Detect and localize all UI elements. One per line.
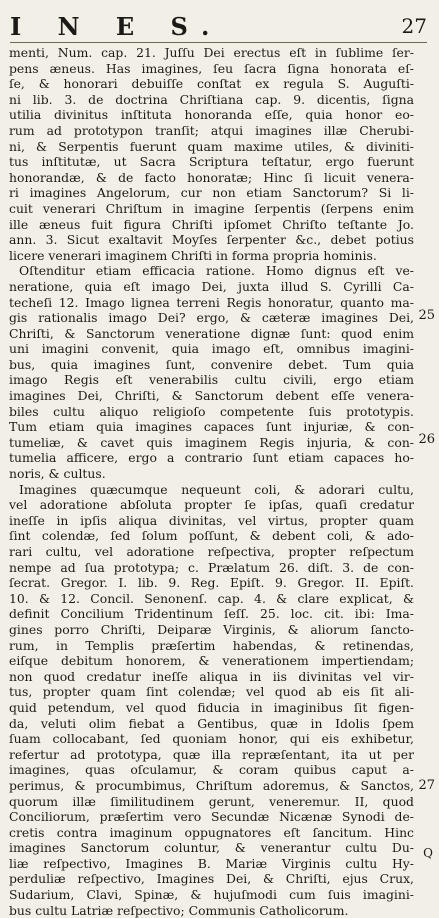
text-line: tumeliæ, & cavet quis imaginem Regis injuria, & con- — [9, 434, 414, 450]
text-line: gines porro Chriſti, Deiparæ Virginis, & aliorum ſancto- — [9, 621, 414, 637]
text-line: da, veluti olim fiebat a Gentibus, quæ in Idolis ſpem — [9, 715, 414, 731]
text-line: menti, Num. cap. 21. Juſſu Dei erectus eſt in ſublime ſer- — [9, 45, 414, 60]
text-line: ſecrat. Gregor. I. lib. 9. Reg. Epiſt. 9. Gregor. II. Epiſt. — [9, 575, 414, 591]
text-line: imagines Dei, Chriſti, & Sanctorum debent eſſe venera- — [9, 388, 414, 404]
text-line: Imagines quæcumque nequeunt coli, & adorari cultu, — [19, 481, 414, 497]
text-line: gis rationalis imago Dei? ergo, & cæteræ imagines Dei, — [9, 310, 414, 326]
text-line: honorandæ, & de facto honoratæ; Hinc ſi licuit venera- — [9, 169, 414, 185]
text-line: liæ reſpectivo, Imagines B. Mariæ Virginis cultu Hy- — [9, 855, 414, 871]
text-line: Tum etiam quia imagines capaces ſunt injuriæ, & con- — [9, 419, 414, 435]
text-line: ineſſe in ipſis aliqua divinitas, vel virtus, propter quam — [9, 512, 414, 528]
text-line: tus, propter quam ſint colendæ; vel quod ab eis ſit ali- — [9, 684, 414, 700]
text-line: imagines Sanctorum coluntur, & venerantur cultu Du- — [9, 840, 414, 856]
margin-number: 26 — [418, 432, 435, 447]
text-line: ſe, & honorari debuiſſe conſtat ex regula S. Auguſti- — [9, 76, 414, 92]
text-line: ſint colendæ, ſed ſolum poſſunt, & debent coli, & ado- — [9, 528, 414, 544]
text-line: techeſi 12. Imago lignea terreni Regis honoratur, quanto ma- — [9, 294, 414, 310]
paragraph — [9, 45, 414, 263]
text-line: rari cultu, vel adoratione reſpectiva, propter reſpectum — [9, 544, 414, 559]
paragraph — [9, 263, 414, 481]
text-line: ann. 3. Sicut exaltavit Moyſes ſerpenter &c., debet potius — [9, 232, 414, 248]
text-line: uni imagini convenit, quia imago eſt, omnibus imagini- — [9, 341, 414, 357]
margin-number: 25 — [418, 308, 435, 323]
text-line: biles cultu aliquo religioſo competente ſuis prototypis. — [9, 403, 414, 419]
text-line: eiſque debitum honorem, & venerationem impertiendam; — [9, 653, 414, 669]
text-line: nempe ad ſua prototypa; c. Prælatum 26. diſt. 3. de con- — [9, 559, 414, 575]
text-line: ſuam collocabant, ſed quoniam honor, qui eis exhibetur, — [9, 731, 414, 747]
text-line: non quod credatur ineſſe aliqua in iis divinitas vel vir- — [9, 668, 414, 684]
text-line: pens æneus. Has imagines, ſeu ſacra ſigna honorata eſ- — [9, 60, 414, 76]
margin-number: 27 — [418, 778, 435, 793]
text-line: imagines, quas oſculamur, & coram quibus caput a- — [9, 762, 414, 778]
page-header — [10, 12, 427, 43]
text-line: definit Concilium Tridentinum ſeſſ. 25. loc. cit. ibi: Ima- — [9, 606, 414, 622]
text-line: perduliæ reſpectivo, Imagines Dei, & Chriſti, ejus Crux, — [9, 871, 414, 887]
paragraph — [9, 482, 414, 918]
text-line: Conciliorum, præſertim vero Secundæ Nicænæ Synodi de- — [9, 809, 414, 825]
text-line: noris, & cultus. — [9, 466, 106, 482]
text-line: ni, & Serpentis fuerunt quam maxime utiles, & diviniti- — [9, 138, 414, 154]
text-line: Sudarium, Clavi, Spinæ, & hujuſmodi cum ſuis imagini- — [9, 887, 414, 903]
text-line: imago Regis eſt venerabilis cultu civili, ergo etiam — [9, 372, 414, 388]
text-line: perimus, & procumbimus, Chriſtum adoremus, & Sanctos, — [9, 777, 414, 793]
text-line: vel adoratione abſoluta propter ſe ipſas, quaſi credatur — [9, 497, 414, 513]
text-line: ni lib. 3. de doctrina Chriſtiana cap. 9. dicentis, ſigna — [9, 91, 414, 107]
text-line: tumelia afficere, ergo a contrario ſunt etiam capaces ho- — [9, 450, 414, 466]
text-line: Chriſti, & Sanctorum veneratione dignæ ſunt: quod enim — [9, 325, 414, 341]
running-head: I N E S. — [10, 12, 224, 41]
text-line: ille æneus fuit figura Chriſti ipſomet Chriſto teſtante Jo. — [9, 216, 414, 232]
text-line: refertur ad prototypa, quæ illa repræſentant, ita ut per — [9, 746, 414, 762]
page-body — [9, 45, 414, 918]
page-number: 27 — [401, 14, 427, 38]
text-line: rum ad prototypon tranſit; atqui imagines illæ Cherubi- — [9, 122, 414, 138]
text-line: neratione, quia eſt imago Dei, juxta illud S. Cyrilli Ca- — [9, 278, 414, 294]
text-line: utilia divinitus inſtituta honoranda eſſe, quia honor eo- — [9, 107, 414, 123]
text-line: licere venerari imaginem Chriſti in forma propria hominis. — [9, 247, 377, 263]
text-line: tus inſtitutæ, ut Sacra Scriptura teſtatur, ergo fuerunt — [9, 154, 414, 170]
text-line: quid petendum, vel quod fiducia in imaginibus ſit figen- — [9, 699, 414, 715]
text-line: cuit venerari Chriſtum in imagine ſerpentis (ſerpens enim — [9, 200, 414, 216]
text-line: rum, in Templis præſertim habendas, & retinendas, — [9, 637, 414, 653]
catchword: Q — [423, 846, 433, 860]
text-line: Oſtenditur etiam efficacia ratione. Homo dignus eſt ve- — [19, 263, 414, 279]
text-line: ri imagines Angelorum, cur non etiam Sanctorum? Si li- — [9, 185, 414, 201]
text-line: 10. & 12. Concil. Senonenſ. cap. 4. & clare explicat, & — [9, 590, 414, 606]
text-line: bus cultu Latriæ reſpectivo; Communis Catholicorum. — [9, 902, 349, 918]
text-line: bus, quia imagines ſunt, convenire debet. Tum quia — [9, 356, 414, 372]
text-line: cretis contra imaginum oppugnatores eſt ſancitum. Hinc — [9, 824, 414, 840]
text-line: quorum illæ ſimilitudinem gerunt, veneremur. II, quod — [9, 793, 414, 809]
